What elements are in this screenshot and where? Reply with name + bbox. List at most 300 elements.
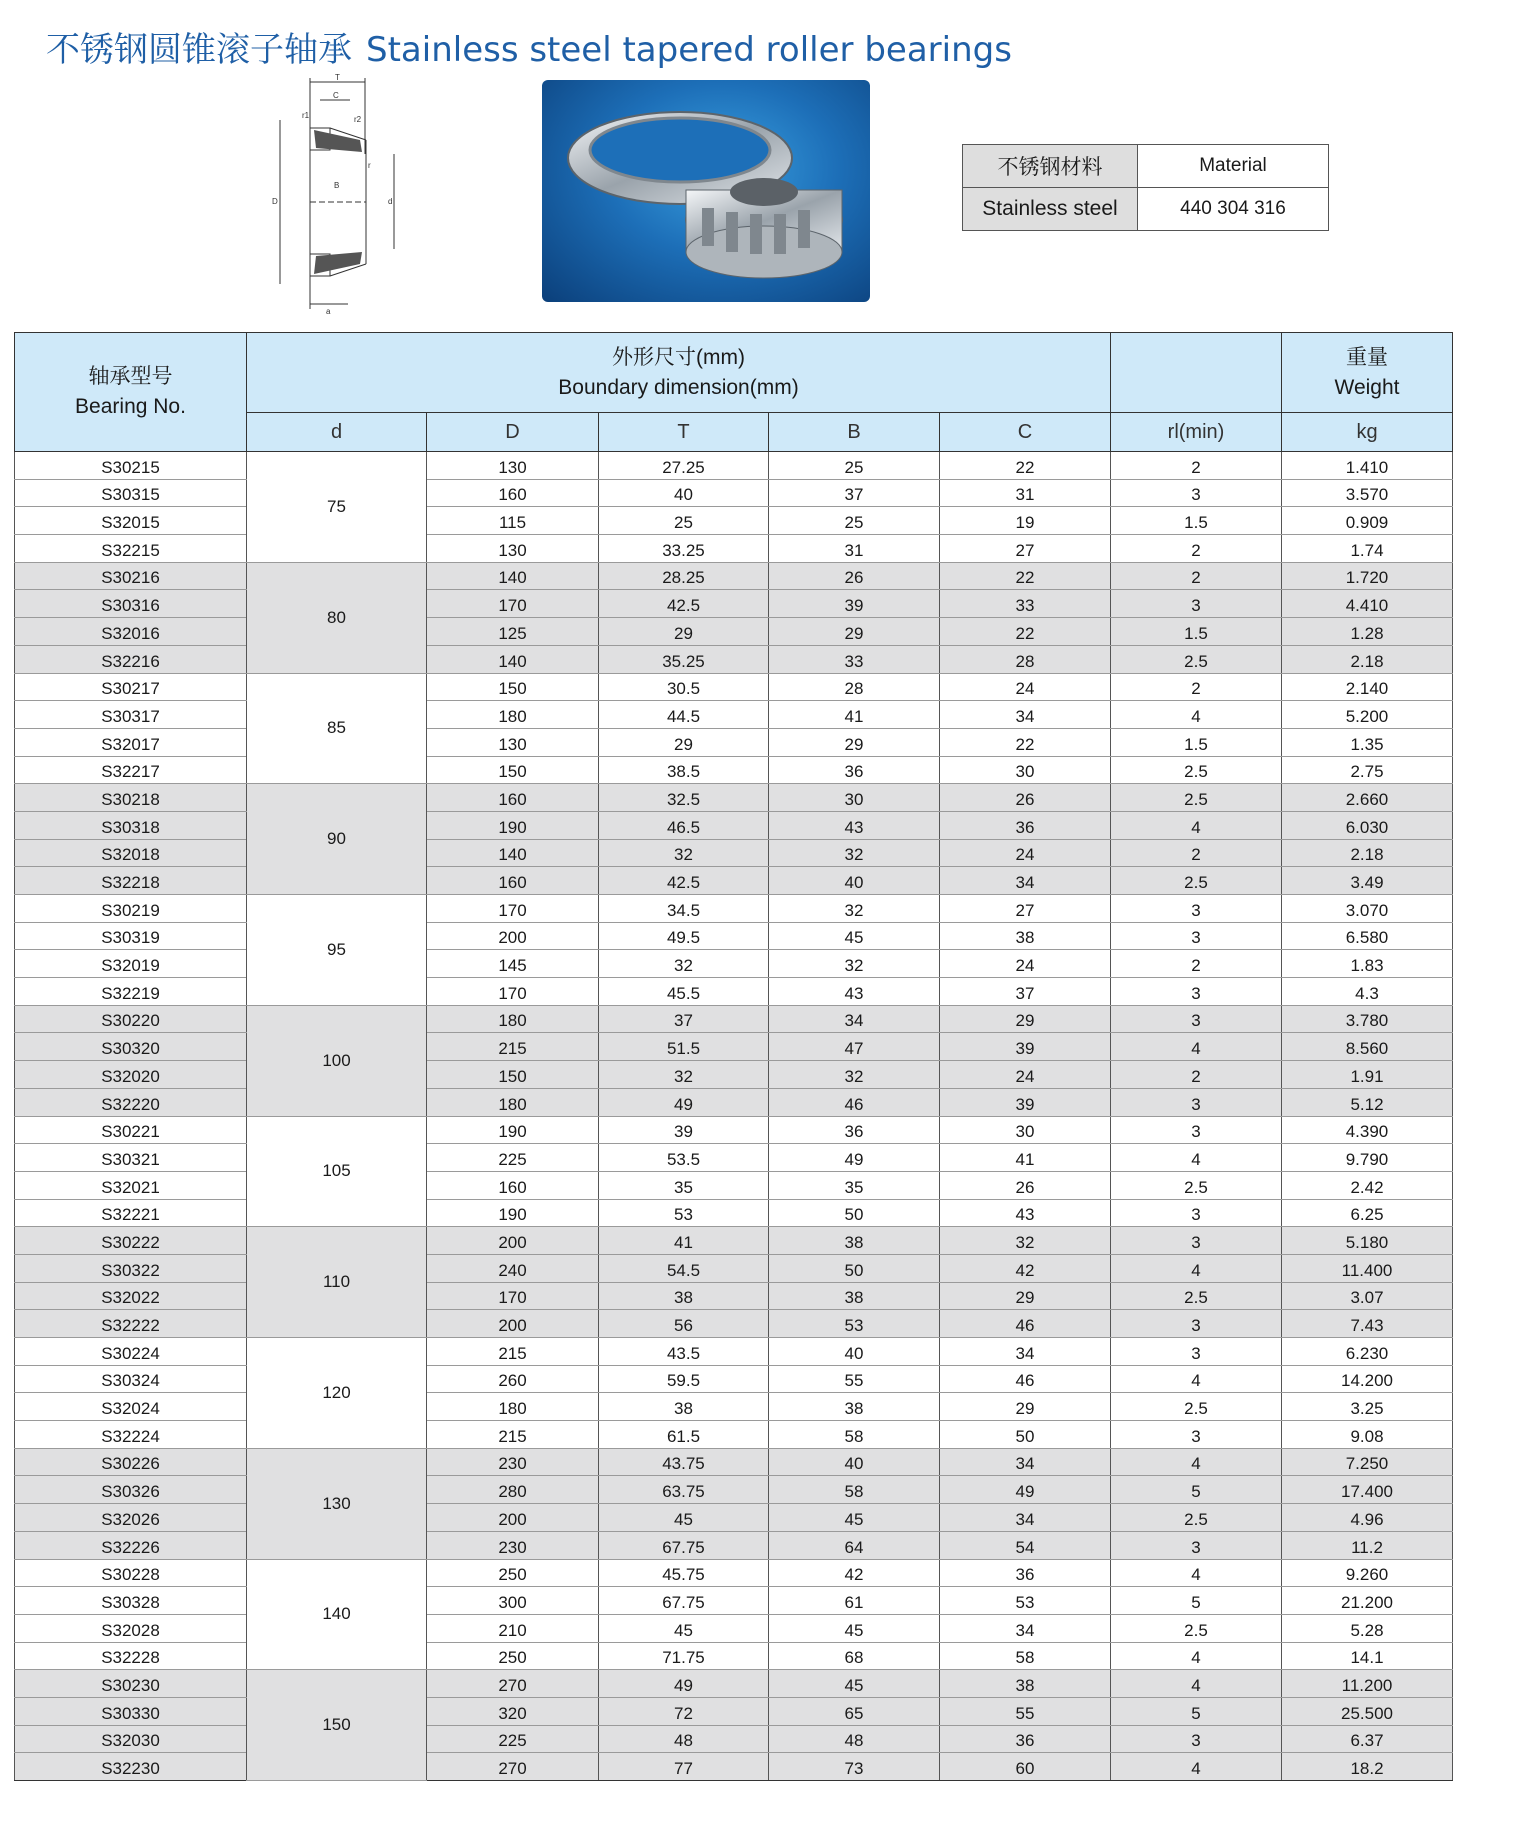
cell-model: S32217 [15,756,247,784]
cell-model: S30324 [15,1365,247,1393]
cell-T: 71.75 [599,1642,769,1670]
cell-T: 27.25 [599,452,769,480]
cell-model: S32026 [15,1504,247,1532]
cell-C: 34 [940,1448,1111,1476]
table-row [15,479,1453,507]
cell-weight: 5.200 [1282,701,1453,729]
table-row [15,1088,1453,1116]
cell-D: 180 [427,1088,599,1116]
cell-D: 160 [427,784,599,812]
cell-weight: 3.780 [1282,1005,1453,1033]
cell-r: 2.5 [1111,1282,1282,1310]
cell-T: 32 [599,839,769,867]
cell-C: 54 [940,1531,1111,1559]
cell-model: S32028 [15,1614,247,1642]
cell-C: 33 [940,590,1111,618]
table-row [15,1282,1453,1310]
cell-C: 32 [940,1227,1111,1255]
cell-model: S30230 [15,1670,247,1698]
col-header-d: d [247,413,427,452]
bearing-photo [542,80,870,302]
cell-D: 180 [427,1393,599,1421]
cell-model: S32219 [15,978,247,1006]
cell-B: 40 [769,867,940,895]
cell-r: 4 [1111,1642,1282,1670]
cell-C: 36 [940,1725,1111,1753]
cell-D: 180 [427,1005,599,1033]
cell-model: S30215 [15,452,247,480]
cell-B: 30 [769,784,940,812]
cell-T: 45 [599,1504,769,1532]
table-row [15,590,1453,618]
cell-T: 51.5 [599,1033,769,1061]
cell-model: S30228 [15,1559,247,1587]
cell-T: 46.5 [599,811,769,839]
cell-weight: 14.200 [1282,1365,1453,1393]
cell-model: S30222 [15,1227,247,1255]
cell-C: 38 [940,922,1111,950]
cell-d: 140 [247,1559,427,1670]
cell-weight: 9.790 [1282,1144,1453,1172]
cell-r: 5 [1111,1476,1282,1504]
header-dim-cn: 外形尺寸(mm) [612,345,745,369]
cell-T: 43.75 [599,1448,769,1476]
cell-D: 170 [427,590,599,618]
cell-C: 24 [940,1061,1111,1089]
cell-B: 38 [769,1393,940,1421]
cell-C: 26 [940,1171,1111,1199]
col-header-kg: kg [1282,413,1453,452]
cell-B: 58 [769,1476,940,1504]
cell-weight: 11.200 [1282,1670,1453,1698]
table-row [15,784,1453,812]
cell-B: 40 [769,1448,940,1476]
cell-T: 45.5 [599,978,769,1006]
cell-D: 130 [427,535,599,563]
cell-C: 49 [940,1476,1111,1504]
cell-B: 25 [769,452,940,480]
cell-model: S32020 [15,1061,247,1089]
cell-model: S30321 [15,1144,247,1172]
col-header-r-min: rl(min) [1111,413,1282,452]
cell-B: 37 [769,479,940,507]
header-weight-en: Weight [1334,375,1400,399]
cell-B: 50 [769,1254,940,1282]
cell-D: 200 [427,922,599,950]
cell-B: 39 [769,590,940,618]
cell-weight: 1.74 [1282,535,1453,563]
table-row [15,895,1453,923]
cell-d: 120 [247,1338,427,1449]
table-body [15,452,1453,1781]
table-row [15,728,1453,756]
cell-C: 26 [940,784,1111,812]
cell-T: 25 [599,507,769,535]
cell-weight: 3.07 [1282,1282,1453,1310]
cell-C: 29 [940,1393,1111,1421]
cell-r: 2 [1111,950,1282,978]
col-header-C: C [940,413,1111,452]
cell-C: 34 [940,701,1111,729]
cell-C: 27 [940,535,1111,563]
cell-T: 48 [599,1725,769,1753]
cell-D: 190 [427,1199,599,1227]
table-row [15,1144,1453,1172]
cell-d: 100 [247,1005,427,1116]
cell-D: 200 [427,1227,599,1255]
cell-T: 41 [599,1227,769,1255]
cell-model: S32022 [15,1282,247,1310]
cell-C: 50 [940,1421,1111,1449]
cell-T: 72 [599,1697,769,1725]
table-row [15,839,1453,867]
cell-D: 215 [427,1421,599,1449]
cell-T: 30.5 [599,673,769,701]
cell-B: 48 [769,1725,940,1753]
page-title [46,22,1012,71]
cell-weight: 6.030 [1282,811,1453,839]
cell-r: 3 [1111,1531,1282,1559]
cell-B: 53 [769,1310,940,1338]
cell-D: 215 [427,1033,599,1061]
cell-weight: 21.200 [1282,1587,1453,1615]
cell-weight: 7.43 [1282,1310,1453,1338]
cell-D: 115 [427,507,599,535]
cell-model: S30328 [15,1587,247,1615]
table-row [15,978,1453,1006]
cell-weight: 11.400 [1282,1254,1453,1282]
cell-D: 170 [427,895,599,923]
cell-r: 5 [1111,1587,1282,1615]
table-row [15,1697,1453,1725]
table-row [15,1310,1453,1338]
table-row [15,756,1453,784]
cell-T: 56 [599,1310,769,1338]
table-row [15,1365,1453,1393]
cell-B: 28 [769,673,940,701]
cell-D: 160 [427,1171,599,1199]
cell-C: 31 [940,479,1111,507]
cell-T: 53 [599,1199,769,1227]
material-table [962,144,1329,231]
cell-r: 2.5 [1111,1393,1282,1421]
cell-D: 150 [427,673,599,701]
cell-D: 320 [427,1697,599,1725]
cell-T: 29 [599,618,769,646]
label-a: a [326,307,331,314]
cell-D: 130 [427,728,599,756]
cell-T: 59.5 [599,1365,769,1393]
cell-C: 34 [940,1614,1111,1642]
cell-r: 4 [1111,1365,1282,1393]
cell-weight: 0.909 [1282,507,1453,535]
cell-r: 4 [1111,1753,1282,1781]
cell-C: 34 [940,867,1111,895]
cell-D: 145 [427,950,599,978]
cell-weight: 3.25 [1282,1393,1453,1421]
cell-d: 150 [247,1670,427,1781]
cell-T: 33.25 [599,535,769,563]
cell-d: 130 [247,1448,427,1559]
cell-B: 58 [769,1421,940,1449]
cell-r: 1.5 [1111,728,1282,756]
cell-B: 64 [769,1531,940,1559]
material-label-en: Material [1138,145,1329,188]
cell-r: 4 [1111,701,1282,729]
cell-weight: 18.2 [1282,1753,1453,1781]
cell-r: 2.5 [1111,1614,1282,1642]
cell-C: 30 [940,756,1111,784]
cell-D: 170 [427,1282,599,1310]
title-cn: 不锈钢圆锥滚子轴承 [46,30,352,70]
table-row [15,701,1453,729]
cell-r: 2.5 [1111,784,1282,812]
cell-model: S30226 [15,1448,247,1476]
cell-D: 150 [427,756,599,784]
cell-model: S32228 [15,1642,247,1670]
cell-B: 36 [769,1116,940,1144]
header-weight-cn: 重量 [1346,345,1388,369]
cell-weight: 4.3 [1282,978,1453,1006]
cell-B: 32 [769,839,940,867]
cell-B: 38 [769,1282,940,1310]
cell-D: 160 [427,867,599,895]
cell-r: 4 [1111,1033,1282,1061]
cell-D: 170 [427,978,599,1006]
table-row [15,1171,1453,1199]
cell-T: 40 [599,479,769,507]
cell-C: 42 [940,1254,1111,1282]
cell-r: 4 [1111,1144,1282,1172]
label-d: d [388,197,393,206]
col-header-D: D [427,413,599,452]
cell-C: 34 [940,1504,1111,1532]
cell-model: S30322 [15,1254,247,1282]
cell-B: 61 [769,1587,940,1615]
cell-r: 3 [1111,479,1282,507]
cell-D: 160 [427,479,599,507]
cell-weight: 6.25 [1282,1199,1453,1227]
cell-B: 33 [769,645,940,673]
cell-weight: 1.83 [1282,950,1453,978]
cell-weight: 4.410 [1282,590,1453,618]
cell-C: 22 [940,452,1111,480]
cell-T: 44.5 [599,701,769,729]
label-T: T [335,74,340,82]
cell-C: 39 [940,1088,1111,1116]
cell-model: S30316 [15,590,247,618]
cell-C: 24 [940,839,1111,867]
table-row [15,1005,1453,1033]
table-row [15,1504,1453,1532]
material-grades: 440 304 316 [1138,188,1329,231]
cell-C: 29 [940,1282,1111,1310]
cell-D: 190 [427,1116,599,1144]
cell-model: S30220 [15,1005,247,1033]
cell-C: 58 [940,1642,1111,1670]
cell-B: 31 [769,535,940,563]
cell-r: 3 [1111,1088,1282,1116]
table-row [15,1254,1453,1282]
cell-r: 3 [1111,895,1282,923]
cell-T: 42.5 [599,867,769,895]
table-row [15,562,1453,590]
cell-weight: 5.180 [1282,1227,1453,1255]
table-row [15,1614,1453,1642]
cell-r: 3 [1111,1421,1282,1449]
cell-T: 38 [599,1393,769,1421]
cell-C: 41 [940,1144,1111,1172]
cell-B: 50 [769,1199,940,1227]
bearing-spec-table [14,332,1453,1781]
cell-weight: 5.28 [1282,1614,1453,1642]
cell-model: S32230 [15,1753,247,1781]
table-row [15,1725,1453,1753]
cell-D: 225 [427,1725,599,1753]
cell-model: S32220 [15,1088,247,1116]
cell-model: S32224 [15,1421,247,1449]
table-row [15,1116,1453,1144]
cell-D: 130 [427,452,599,480]
cell-C: 22 [940,618,1111,646]
cell-T: 43.5 [599,1338,769,1366]
cell-T: 49.5 [599,922,769,950]
cell-r: 2 [1111,562,1282,590]
cell-weight: 25.500 [1282,1697,1453,1725]
cell-C: 30 [940,1116,1111,1144]
cell-model: S30317 [15,701,247,729]
cell-B: 25 [769,507,940,535]
cell-T: 32 [599,950,769,978]
cell-r: 3 [1111,1725,1282,1753]
cell-r: 2 [1111,839,1282,867]
cell-T: 54.5 [599,1254,769,1282]
cell-weight: 3.570 [1282,479,1453,507]
cell-model: S30216 [15,562,247,590]
cell-C: 38 [940,1670,1111,1698]
cell-T: 32.5 [599,784,769,812]
cell-T: 35 [599,1171,769,1199]
header-blank [1111,333,1282,413]
cell-weight: 14.1 [1282,1642,1453,1670]
cell-r: 3 [1111,1116,1282,1144]
cell-C: 27 [940,895,1111,923]
cell-B: 29 [769,618,940,646]
cell-r: 5 [1111,1697,1282,1725]
cell-weight: 2.42 [1282,1171,1453,1199]
cell-r: 2 [1111,535,1282,563]
cell-model: S32024 [15,1393,247,1421]
cell-model: S32226 [15,1531,247,1559]
cell-D: 140 [427,839,599,867]
cell-C: 43 [940,1199,1111,1227]
cell-r: 4 [1111,1670,1282,1698]
cell-weight: 1.35 [1282,728,1453,756]
cell-weight: 2.660 [1282,784,1453,812]
cell-C: 55 [940,1697,1111,1725]
table-row [15,618,1453,646]
cell-D: 180 [427,701,599,729]
cell-D: 125 [427,618,599,646]
cell-D: 200 [427,1504,599,1532]
cell-model: S30318 [15,811,247,839]
cell-B: 65 [769,1697,940,1725]
bearing-cross-section-drawing [270,74,410,314]
cell-model: S32215 [15,535,247,563]
table-row [15,645,1453,673]
cell-C: 53 [940,1587,1111,1615]
cell-r: 2.5 [1111,1504,1282,1532]
cell-model: S30221 [15,1116,247,1144]
header-boundary-dimension [247,333,1111,413]
table-row [15,1587,1453,1615]
table-row [15,1642,1453,1670]
cell-D: 210 [427,1614,599,1642]
header-dim-en: Boundary dimension(mm) [558,375,799,399]
cell-D: 230 [427,1531,599,1559]
cell-D: 240 [427,1254,599,1282]
header-bearing-en: Bearing No. [75,395,186,418]
table-row [15,1753,1453,1781]
cell-D: 190 [427,811,599,839]
cell-r: 2 [1111,673,1282,701]
cell-model: S30217 [15,673,247,701]
cell-model: S32218 [15,867,247,895]
table-row [15,1338,1453,1366]
cell-T: 38.5 [599,756,769,784]
cell-C: 24 [940,950,1111,978]
cell-r: 3 [1111,1005,1282,1033]
cell-B: 38 [769,1227,940,1255]
cell-T: 42.5 [599,590,769,618]
col-header-T: T [599,413,769,452]
cell-C: 39 [940,1033,1111,1061]
cell-weight: 6.230 [1282,1338,1453,1366]
cell-d: 85 [247,673,427,784]
cell-model: S32030 [15,1725,247,1753]
cell-weight: 2.18 [1282,839,1453,867]
cell-model: S32019 [15,950,247,978]
cell-C: 28 [940,645,1111,673]
label-B: B [334,181,340,190]
cell-T: 53.5 [599,1144,769,1172]
cell-weight: 3.070 [1282,895,1453,923]
cell-model: S30330 [15,1697,247,1725]
cell-B: 73 [769,1753,940,1781]
cell-D: 140 [427,562,599,590]
cell-B: 45 [769,1614,940,1642]
cell-r: 4 [1111,1254,1282,1282]
cell-weight: 8.560 [1282,1033,1453,1061]
cell-B: 32 [769,895,940,923]
cell-model: S30224 [15,1338,247,1366]
cell-r: 4 [1111,1559,1282,1587]
cell-r: 3 [1111,922,1282,950]
cell-T: 34.5 [599,895,769,923]
cell-r: 2.5 [1111,1171,1282,1199]
cell-model: S32018 [15,839,247,867]
header-bearing-no [15,333,247,452]
table-row [15,867,1453,895]
cell-model: S32017 [15,728,247,756]
cell-r: 2 [1111,1061,1282,1089]
cell-T: 49 [599,1088,769,1116]
header-weight [1282,333,1453,413]
cell-D: 300 [427,1587,599,1615]
cell-T: 28.25 [599,562,769,590]
cell-weight: 6.37 [1282,1725,1453,1753]
table-row [15,1199,1453,1227]
